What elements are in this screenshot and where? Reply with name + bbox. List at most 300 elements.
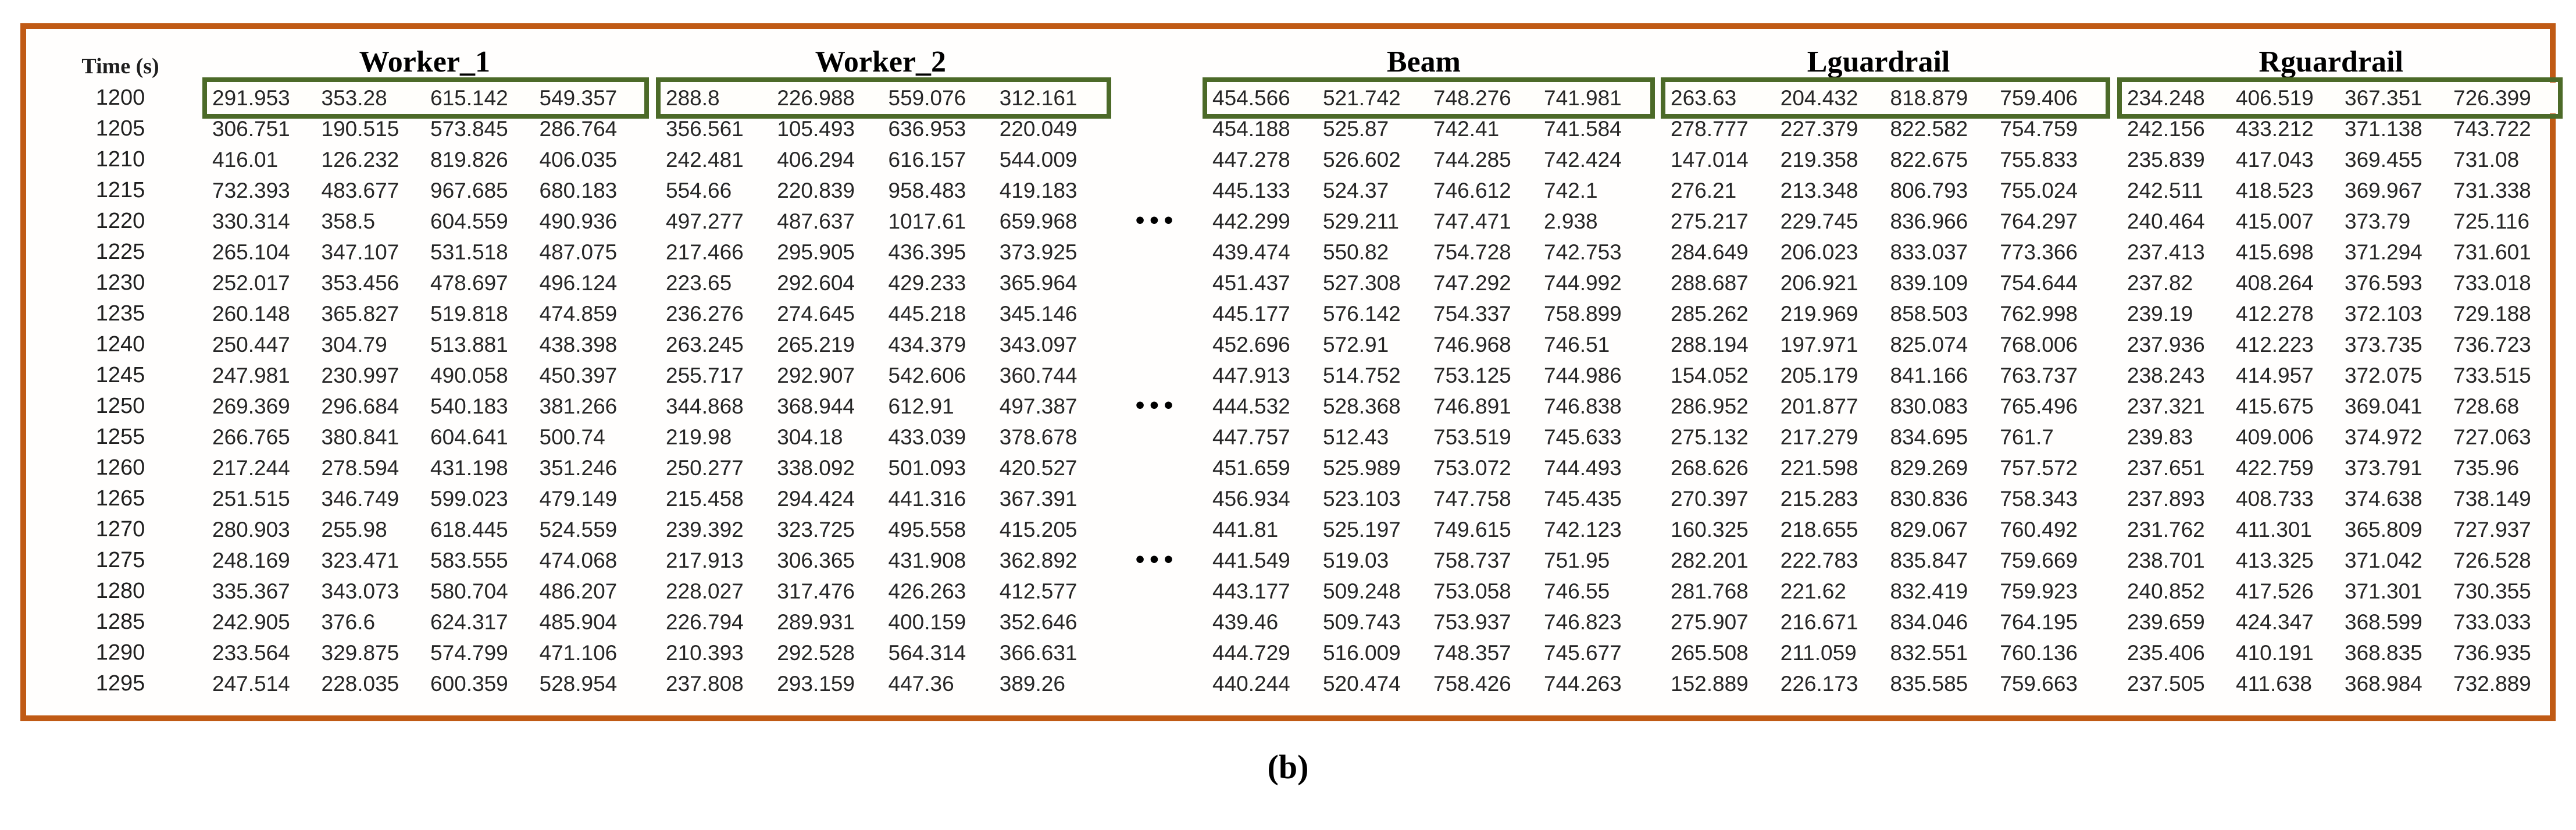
- table-cell: 296.684: [321, 394, 399, 418]
- table-cell: 747.758: [1433, 487, 1511, 511]
- table-cell: 306.751: [212, 117, 290, 141]
- lguardrail-group: [1666, 237, 2105, 268]
- table-cell: 746.612: [1433, 179, 1511, 202]
- table-cell: 420.527: [999, 456, 1078, 480]
- table-row: [33, 453, 2548, 483]
- time-cell: 1270: [95, 517, 145, 542]
- worker1-group: [208, 483, 644, 514]
- table-cell: 747.471: [1433, 209, 1511, 233]
- worker2-group: [661, 268, 1106, 298]
- table-cell: 745.435: [1544, 487, 1622, 511]
- table-cell: 746.823: [1544, 610, 1622, 634]
- table-cell: 818.879: [1890, 86, 1968, 110]
- table-cell: 753.519: [1433, 425, 1511, 449]
- table-cell: 451.437: [1212, 271, 1290, 295]
- table-cell: 381.266: [539, 394, 618, 418]
- table-cell: 226.988: [777, 86, 855, 110]
- table-cell: 289.931: [777, 610, 855, 634]
- table-row: [33, 113, 2548, 144]
- table-cell: 235.406: [2127, 641, 2205, 665]
- table-cell: 447.278: [1212, 148, 1290, 172]
- rguardrail-group: [2122, 206, 2557, 237]
- table-cell: 288.194: [1671, 333, 1749, 357]
- table-cell: 748.357: [1433, 641, 1511, 665]
- table-cell: 219.969: [1780, 302, 1858, 326]
- beam-group-highlighted: [1208, 83, 1650, 113]
- table-cell: 574.799: [430, 641, 508, 665]
- table-cell: 410.191: [2236, 641, 2314, 665]
- table-cell: 260.148: [212, 302, 290, 326]
- ellipsis-column: [1106, 391, 1208, 422]
- lguardrail-group: [1666, 268, 2105, 298]
- worker2-group: [661, 391, 1106, 422]
- table-cell: 295.905: [777, 240, 855, 264]
- worker1-group: [208, 237, 644, 268]
- table-cell: 742.123: [1544, 518, 1622, 542]
- table-cell: 520.474: [1323, 672, 1401, 696]
- table-cell: 757.572: [2000, 456, 2078, 480]
- worker1-group: [208, 422, 644, 453]
- time-cell: 1245: [95, 363, 145, 387]
- table-cell: 728.68: [2453, 394, 2520, 418]
- table-cell: 742.753: [1544, 240, 1622, 264]
- table-cell: 278.594: [321, 456, 399, 480]
- table-cell: 441.316: [888, 487, 966, 511]
- table-cell: 835.585: [1890, 672, 1968, 696]
- table-cell: 746.891: [1433, 394, 1511, 418]
- table-cell: 286.952: [1671, 394, 1749, 418]
- table-cell: 365.827: [321, 302, 399, 326]
- table-cell: 280.903: [212, 518, 290, 542]
- table-cell: 753.072: [1433, 456, 1511, 480]
- table-cell: 347.107: [321, 240, 399, 264]
- table-cell: 618.445: [430, 518, 508, 542]
- time-cell: 1265: [95, 486, 145, 511]
- time-cell: 1260: [95, 455, 145, 480]
- table-cell: 356.561: [666, 117, 744, 141]
- table-cell: 373.925: [999, 240, 1078, 264]
- table-cell: 275.907: [1671, 610, 1749, 634]
- table-cell: 343.073: [321, 579, 399, 603]
- table-cell: 406.035: [539, 148, 618, 172]
- table-cell: 624.317: [430, 610, 508, 634]
- table-row: [33, 545, 2548, 576]
- table-cell: 275.132: [1671, 425, 1749, 449]
- group-header-worker1: Worker_1: [359, 45, 490, 79]
- table-cell: 154.052: [1671, 364, 1749, 387]
- worker2-group: [661, 422, 1106, 453]
- table-cell: 753.125: [1433, 364, 1511, 387]
- lguardrail-group: [1666, 637, 2105, 668]
- table-cell: 371.138: [2345, 117, 2422, 141]
- table-cell: 235.839: [2127, 148, 2205, 172]
- table-cell: 730.355: [2453, 579, 2531, 603]
- table-cell: 426.263: [888, 579, 966, 603]
- table-cell: 741.584: [1544, 117, 1622, 141]
- worker2-group: [661, 637, 1106, 668]
- table-row: [33, 268, 2548, 298]
- table-cell: 486.207: [539, 579, 618, 603]
- table-cell: 554.66: [666, 179, 732, 202]
- table-cell: 292.528: [777, 641, 855, 665]
- table-cell: 604.559: [430, 209, 508, 233]
- table-cell: 521.742: [1323, 86, 1401, 110]
- table-cell: 559.076: [888, 86, 966, 110]
- table-cell: 513.881: [430, 333, 508, 357]
- table-cell: 754.728: [1433, 240, 1511, 264]
- rguardrail-group: [2122, 545, 2557, 576]
- table-cell: 238.701: [2127, 548, 2205, 572]
- table-cell: 746.968: [1433, 333, 1511, 357]
- table-cell: 490.936: [539, 209, 618, 233]
- lguardrail-group: [1666, 206, 2105, 237]
- table-cell: 228.035: [321, 672, 399, 696]
- table-cell: 237.936: [2127, 333, 2205, 357]
- time-cell: 1285: [95, 610, 145, 634]
- table-cell: 234.248: [2127, 86, 2205, 110]
- table-cell: 742.1: [1544, 179, 1598, 202]
- worker2-group-highlighted: [661, 83, 1106, 113]
- table-cell: 240.464: [2127, 209, 2205, 233]
- table-cell: 762.998: [2000, 302, 2078, 326]
- table-cell: 160.325: [1671, 518, 1749, 542]
- table-cell: 219.98: [666, 425, 732, 449]
- time-cell: 1235: [95, 301, 145, 326]
- table-cell: 417.526: [2236, 579, 2314, 603]
- table-cell: 217.279: [1780, 425, 1858, 449]
- table-cell: 736.723: [2453, 333, 2531, 357]
- worker2-group: [661, 545, 1106, 576]
- table-cell: 338.092: [777, 456, 855, 480]
- rguardrail-group: [2122, 422, 2557, 453]
- table-cell: 429.233: [888, 271, 966, 295]
- table-cell: 604.641: [430, 425, 508, 449]
- worker1-group: [208, 206, 644, 237]
- table-cell: 759.663: [2000, 672, 2078, 696]
- time-cell: 1225: [95, 240, 145, 264]
- rguardrail-group: [2122, 607, 2557, 637]
- table-cell: 378.678: [999, 425, 1078, 449]
- time-header: Time (s): [81, 54, 159, 79]
- table-cell: 400.159: [888, 610, 966, 634]
- table-cell: 415.205: [999, 518, 1078, 542]
- table-cell: 744.986: [1544, 364, 1622, 387]
- table-cell: 415.007: [2236, 209, 2314, 233]
- time-cell: 1275: [95, 548, 145, 572]
- table-cell: 236.276: [666, 302, 744, 326]
- table-cell: 616.157: [888, 148, 966, 172]
- table-cell: 830.083: [1890, 394, 1968, 418]
- table-cell: 215.458: [666, 487, 744, 511]
- beam-group: [1208, 545, 1650, 576]
- beam-group: [1208, 422, 1650, 453]
- table-cell: 217.913: [666, 548, 744, 572]
- beam-group: [1208, 329, 1650, 360]
- worker1-group: [208, 514, 644, 545]
- table-cell: 524.37: [1323, 179, 1389, 202]
- table-cell: 615.142: [430, 86, 508, 110]
- table-cell: 528.954: [539, 672, 618, 696]
- table-cell: 380.841: [321, 425, 399, 449]
- table-cell: 222.783: [1780, 548, 1858, 572]
- table-cell: 237.808: [666, 672, 744, 696]
- table-cell: 746.51: [1544, 333, 1610, 357]
- table-cell: 519.03: [1323, 548, 1389, 572]
- worker1-group: [208, 607, 644, 637]
- table-cell: 732.393: [212, 179, 290, 202]
- table-cell: 323.725: [777, 518, 855, 542]
- table-cell: 758.899: [1544, 302, 1622, 326]
- worker1-group: [208, 268, 644, 298]
- table-cell: 745.633: [1544, 425, 1622, 449]
- table-cell: 226.794: [666, 610, 744, 634]
- table-cell: 636.953: [888, 117, 966, 141]
- rguardrail-group: [2122, 329, 2557, 360]
- table-cell: 741.981: [1544, 86, 1622, 110]
- table-cell: 725.116: [2453, 209, 2529, 233]
- table-cell: 580.704: [430, 579, 508, 603]
- table-cell: 288.8: [666, 86, 720, 110]
- table-cell: 967.685: [430, 179, 508, 202]
- table-cell: 726.528: [2453, 548, 2531, 572]
- table-cell: 680.183: [539, 179, 618, 202]
- table-cell: 215.283: [1780, 487, 1858, 511]
- table-cell: 764.297: [2000, 209, 2078, 233]
- worker1-group: [208, 453, 644, 483]
- table-row: [33, 206, 2548, 237]
- rguardrail-group: [2122, 453, 2557, 483]
- table-cell: 456.934: [1212, 487, 1290, 511]
- worker2-group: [661, 360, 1106, 391]
- ellipsis-dots: •••: [1135, 206, 1179, 234]
- table-cell: 749.615: [1433, 518, 1511, 542]
- worker1-group: [208, 668, 644, 699]
- group-header-worker2: Worker_2: [815, 45, 947, 79]
- group-header-lguardrail: Lguardrail: [1807, 45, 1950, 79]
- table-cell: 411.638: [2236, 672, 2312, 696]
- table-cell: 447.913: [1212, 364, 1290, 387]
- table-cell: 266.765: [212, 425, 290, 449]
- table-cell: 573.845: [430, 117, 508, 141]
- table-cell: 291.953: [212, 86, 290, 110]
- table-cell: 221.62: [1780, 579, 1846, 603]
- table-cell: 612.91: [888, 394, 954, 418]
- table-cell: 514.752: [1323, 364, 1401, 387]
- table-cell: 268.626: [1671, 456, 1749, 480]
- table-cell: 858.503: [1890, 302, 1968, 326]
- table-cell: 285.262: [1671, 302, 1749, 326]
- beam-group: [1208, 298, 1650, 329]
- beam-group: [1208, 391, 1650, 422]
- table-cell: 255.717: [666, 364, 744, 387]
- table-cell: 528.368: [1323, 394, 1401, 418]
- table-cell: 263.63: [1671, 86, 1737, 110]
- table-cell: 487.075: [539, 240, 618, 264]
- lguardrail-group: [1666, 453, 2105, 483]
- table-cell: 221.598: [1780, 456, 1858, 480]
- table-cell: 759.923: [2000, 579, 2078, 603]
- table-cell: 344.868: [666, 394, 744, 418]
- table-cell: 415.698: [2236, 240, 2314, 264]
- worker1-group: [208, 144, 644, 175]
- table-cell: 523.103: [1323, 487, 1401, 511]
- table-cell: 760.136: [2000, 641, 2078, 665]
- ellipsis-dots: •••: [1135, 545, 1179, 573]
- table-cell: 531.518: [430, 240, 508, 264]
- table-cell: 564.314: [888, 641, 966, 665]
- table-cell: 761.7: [2000, 425, 2054, 449]
- table-cell: 754.644: [2000, 271, 2078, 295]
- rguardrail-group: [2122, 237, 2557, 268]
- table-cell: 474.859: [539, 302, 618, 326]
- table-cell: 217.244: [212, 456, 290, 480]
- table-rows: [33, 83, 2548, 699]
- worker2-group: [661, 329, 1106, 360]
- table-cell: 229.745: [1780, 209, 1858, 233]
- worker2-group: [661, 175, 1106, 206]
- worker2-group: [661, 607, 1106, 637]
- worker1-group: [208, 175, 644, 206]
- table-cell: 367.351: [2345, 86, 2422, 110]
- table-cell: 525.87: [1323, 117, 1389, 141]
- table-cell: 274.645: [777, 302, 855, 326]
- table-cell: 447.36: [888, 672, 954, 696]
- table-cell: 294.424: [777, 487, 855, 511]
- table-cell: 525.989: [1323, 456, 1401, 480]
- time-cell: 1230: [95, 270, 145, 295]
- table-cell: 754.337: [1433, 302, 1511, 326]
- table-cell: 471.106: [539, 641, 618, 665]
- table-cell: 431.198: [430, 456, 508, 480]
- table-cell: 250.447: [212, 333, 290, 357]
- table-cell: 806.793: [1890, 179, 1968, 202]
- ellipsis-column: [1106, 206, 1208, 237]
- table-row: [33, 483, 2548, 514]
- rguardrail-group: [2122, 576, 2557, 607]
- table-cell: 422.759: [2236, 456, 2314, 480]
- table-cell: 255.98: [321, 518, 387, 542]
- table-cell: 371.301: [2345, 579, 2422, 603]
- table-cell: 451.659: [1212, 456, 1290, 480]
- beam-group: [1208, 668, 1650, 699]
- table-cell: 479.149: [539, 487, 618, 511]
- table-cell: 830.836: [1890, 487, 1968, 511]
- table-cell: 275.217: [1671, 209, 1749, 233]
- table-row: [33, 175, 2548, 206]
- table-cell: 764.195: [2000, 610, 2078, 634]
- table-cell: 353.28: [321, 86, 387, 110]
- table-cell: 454.188: [1212, 117, 1290, 141]
- table-cell: 147.014: [1671, 148, 1749, 172]
- table-cell: 346.749: [321, 487, 399, 511]
- beam-group: [1208, 268, 1650, 298]
- table-cell: 487.637: [777, 209, 855, 233]
- table-cell: 445.177: [1212, 302, 1290, 326]
- ellipsis-column: [1106, 545, 1208, 576]
- table-cell: 372.103: [2345, 302, 2422, 326]
- table-cell: 376.593: [2345, 271, 2422, 295]
- table-cell: 731.08: [2453, 148, 2520, 172]
- table-cell: 835.847: [1890, 548, 1968, 572]
- table-cell: 345.146: [999, 302, 1078, 326]
- table-cell: 369.967: [2345, 179, 2422, 202]
- worker2-group: [661, 453, 1106, 483]
- table-cell: 282.201: [1671, 548, 1749, 572]
- table-cell: 483.677: [321, 179, 399, 202]
- table-cell: 306.365: [777, 548, 855, 572]
- table-cell: 733.018: [2453, 271, 2531, 295]
- table-cell: 329.875: [321, 641, 399, 665]
- worker2-group: [661, 668, 1106, 699]
- time-cell: 1295: [95, 671, 145, 696]
- table-cell: 819.826: [430, 148, 508, 172]
- time-cell: 1250: [95, 394, 145, 418]
- table-cell: 445.133: [1212, 179, 1290, 202]
- table-cell: 368.835: [2345, 641, 2422, 665]
- table-cell: 726.399: [2453, 86, 2531, 110]
- table-cell: 211.059: [1780, 641, 1857, 665]
- table-cell: 373.735: [2345, 333, 2422, 357]
- table-cell: 544.009: [999, 148, 1078, 172]
- table-cell: 248.169: [212, 548, 290, 572]
- table-cell: 411.301: [2236, 518, 2312, 542]
- table-cell: 760.492: [2000, 518, 2078, 542]
- worker2-group: [661, 298, 1106, 329]
- table-cell: 220.839: [777, 179, 855, 202]
- table-cell: 239.392: [666, 518, 744, 542]
- table-cell: 265.104: [212, 240, 290, 264]
- table-cell: 742.41: [1433, 117, 1500, 141]
- group-header-beam: Beam: [1386, 45, 1461, 79]
- beam-group: [1208, 576, 1650, 607]
- table-cell: 445.218: [888, 302, 966, 326]
- beam-group: [1208, 175, 1650, 206]
- table-cell: 729.188: [2453, 302, 2531, 326]
- table-cell: 525.197: [1323, 518, 1401, 542]
- table-cell: 371.042: [2345, 548, 2422, 572]
- table-cell: 409.006: [2236, 425, 2314, 449]
- worker1-group: [208, 637, 644, 668]
- table-cell: 550.82: [1323, 240, 1389, 264]
- lguardrail-group: [1666, 298, 2105, 329]
- table-cell: 206.023: [1780, 240, 1858, 264]
- table-cell: 239.83: [2127, 425, 2193, 449]
- table-cell: 373.791: [2345, 456, 2422, 480]
- table-cell: 369.041: [2345, 394, 2422, 418]
- table-cell: 524.559: [539, 518, 618, 542]
- table-cell: 415.675: [2236, 394, 2314, 418]
- table-cell: 317.476: [777, 579, 855, 603]
- table-cell: 738.149: [2453, 487, 2531, 511]
- table-cell: 424.347: [2236, 610, 2314, 634]
- table-frame: [20, 23, 2556, 721]
- beam-group: [1208, 206, 1650, 237]
- table-cell: 218.655: [1780, 518, 1858, 542]
- lguardrail-group: [1666, 514, 2105, 545]
- table-cell: 231.762: [2127, 518, 2205, 542]
- table-cell: 600.359: [430, 672, 508, 696]
- table-cell: 367.391: [999, 487, 1078, 511]
- rguardrail-group: [2122, 298, 2557, 329]
- table-cell: 190.515: [321, 117, 399, 141]
- worker1-group: [208, 360, 644, 391]
- table-cell: 512.43: [1323, 425, 1389, 449]
- table-cell: 412.223: [2236, 333, 2314, 357]
- worker1-group: [208, 391, 644, 422]
- table-cell: 836.966: [1890, 209, 1968, 233]
- table-cell: 252.017: [212, 271, 290, 295]
- table-cell: 365.964: [999, 271, 1078, 295]
